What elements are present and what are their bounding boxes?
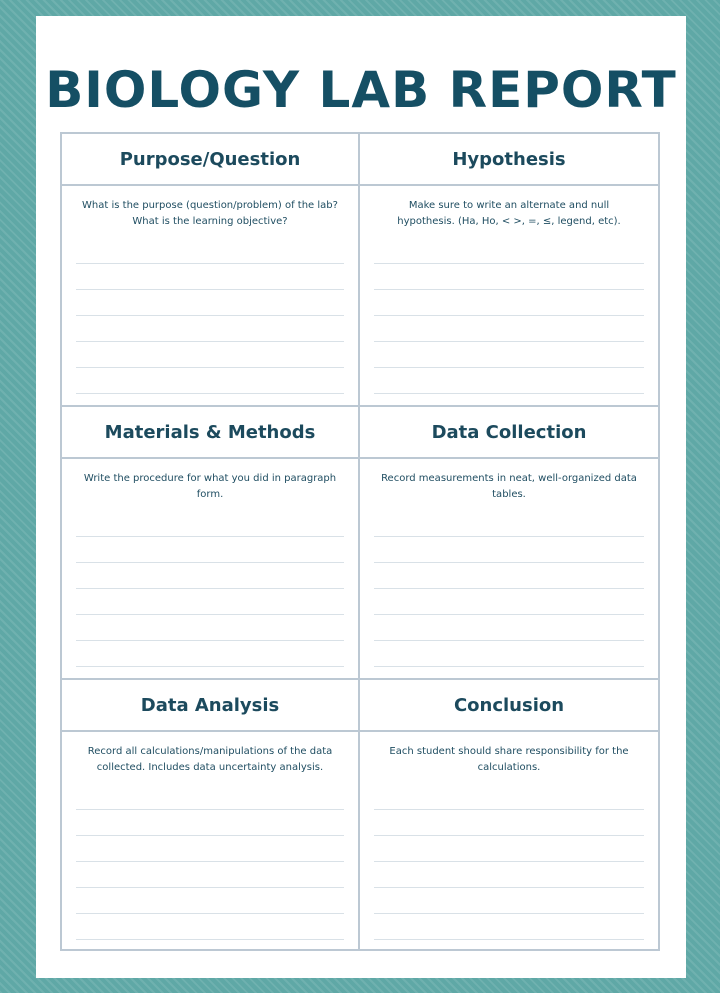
writing-line[interactable] <box>374 784 644 810</box>
writing-line[interactable] <box>76 615 344 641</box>
writing-line[interactable] <box>374 238 644 264</box>
report-title: BIOLOGY LAB REPORT <box>45 61 677 119</box>
writing-line[interactable] <box>76 316 344 342</box>
writing-line[interactable] <box>76 368 344 394</box>
writing-lines[interactable] <box>76 784 344 940</box>
section-conclusion <box>360 680 658 949</box>
writing-line[interactable] <box>374 615 644 641</box>
writing-line[interactable] <box>374 641 644 667</box>
writing-lines[interactable] <box>374 511 644 667</box>
sections-grid <box>60 132 660 951</box>
writing-line[interactable] <box>76 511 344 537</box>
writing-line[interactable] <box>374 810 644 836</box>
writing-line[interactable] <box>76 290 344 316</box>
writing-line[interactable] <box>76 888 344 914</box>
writing-line[interactable] <box>76 537 344 563</box>
writing-line[interactable] <box>76 563 344 589</box>
writing-line[interactable] <box>374 264 644 290</box>
section-description: Each student should share responsibility for the calculations. <box>389 746 629 773</box>
section-heading: Data Collection <box>360 407 658 459</box>
writing-line[interactable] <box>374 563 644 589</box>
section-heading: Hypothesis <box>360 134 658 186</box>
section-heading: Conclusion <box>360 680 658 732</box>
writing-line[interactable] <box>76 914 344 940</box>
writing-lines[interactable] <box>76 511 344 667</box>
writing-line[interactable] <box>76 589 344 615</box>
writing-line[interactable] <box>76 810 344 836</box>
writing-line[interactable] <box>374 342 644 368</box>
writing-line[interactable] <box>374 368 644 394</box>
writing-line[interactable] <box>374 914 644 940</box>
writing-line[interactable] <box>374 888 644 914</box>
section-hypothesis <box>360 134 658 407</box>
writing-line[interactable] <box>374 862 644 888</box>
writing-line[interactable] <box>374 836 644 862</box>
section-heading: Materials & Methods <box>62 407 358 459</box>
section-description: Record measurements in neat, well-organized data tables. <box>381 473 637 500</box>
writing-line[interactable] <box>76 641 344 667</box>
writing-lines[interactable] <box>76 238 344 394</box>
section-description: What is the purpose (question/problem) of the lab? What is the learning objective? <box>82 200 338 227</box>
writing-line[interactable] <box>76 836 344 862</box>
section-description: Make sure to write an alternate and null hypothesis. (Ha, Ho, < >, =, ≤, legend, etc). <box>397 200 621 227</box>
writing-line[interactable] <box>374 537 644 563</box>
section-description: Write the procedure for what you did in paragraph form. <box>83 473 337 500</box>
section-heading: Data Analysis <box>62 680 358 732</box>
writing-line[interactable] <box>374 589 644 615</box>
writing-line[interactable] <box>374 511 644 537</box>
report-sheet <box>36 16 686 978</box>
writing-lines[interactable] <box>374 784 644 940</box>
section-description: Record all calculations/manipulations of the data collected. Includes data uncertainty analysis. <box>87 746 333 773</box>
writing-line[interactable] <box>76 862 344 888</box>
writing-line[interactable] <box>374 316 644 342</box>
writing-line[interactable] <box>76 238 344 264</box>
writing-line[interactable] <box>76 264 344 290</box>
writing-line[interactable] <box>374 290 644 316</box>
section-heading: Purpose/Question <box>62 134 358 186</box>
section-materials-methods <box>62 407 360 680</box>
writing-line[interactable] <box>76 784 344 810</box>
writing-lines[interactable] <box>374 238 644 394</box>
section-purpose <box>62 134 360 407</box>
section-data-collection <box>360 407 658 680</box>
section-data-analysis <box>62 680 360 949</box>
writing-line[interactable] <box>76 342 344 368</box>
